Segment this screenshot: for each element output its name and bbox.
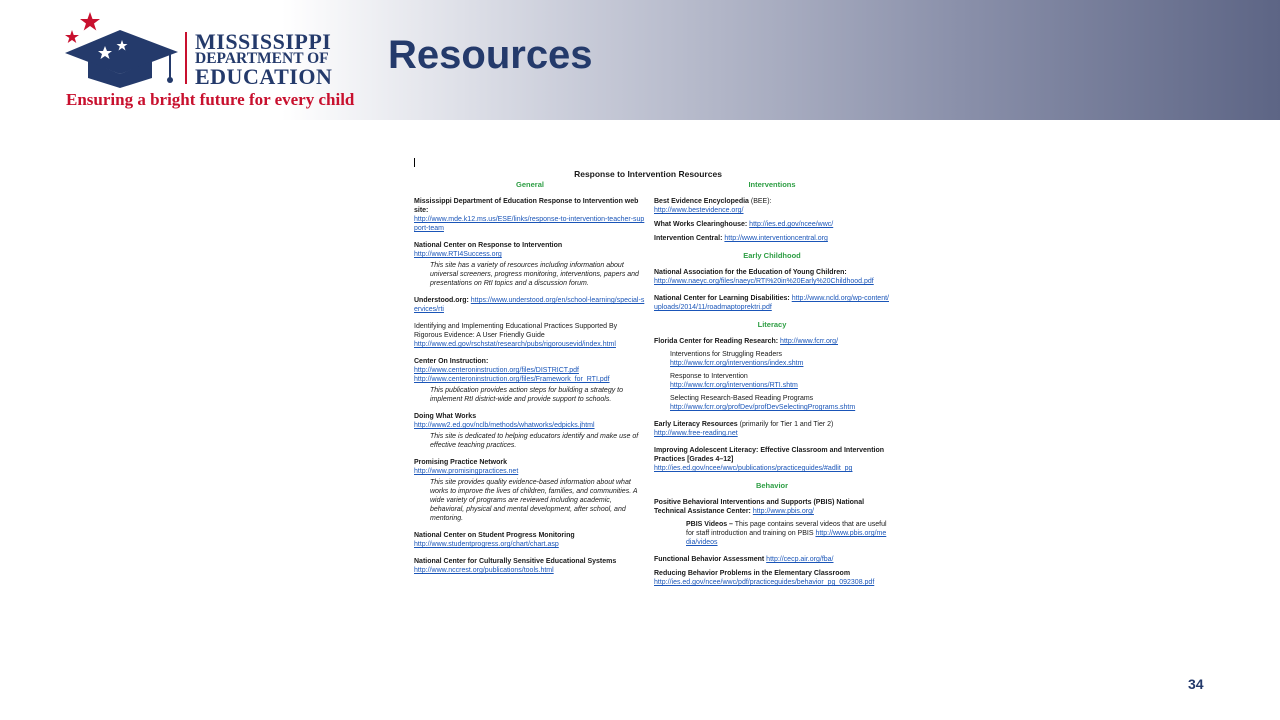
resource-abbr: (BEE): [750,198,772,205]
resource-entry [414,531,646,549]
resource-link[interactable]: http://www.mde.k12.ms.us/ESE/links/response-to-intervention-teacher-support-team [414,216,645,232]
resource-link[interactable]: http://www.fcrr.org/ [780,338,839,345]
resource-name: Identifying and Implementing Educational Practices Supported By Rigorous Evidence: A User Friendly Guide [414,323,618,339]
resource-entry [654,337,890,412]
right-column [654,180,890,595]
resource-name: Reducing Behavior Problems in the Elementary Classroom [654,570,851,577]
resource-entry [414,458,646,523]
resource-name: National Center for Learning Disabilities: [654,295,790,302]
resource-link[interactable]: http://www.pbis.org/media/videos [686,530,887,546]
resource-link[interactable]: http://ies.ed.gov/ncee/wwc/ [749,221,834,228]
sub-resource-label: Selecting Research-Based Reading Programs [670,395,814,402]
resource-link[interactable]: http://www.free-reading.net [654,430,738,437]
resource-description: This publication provides action steps for building a strategy to implement RtI district-wide and provide support to schools. [430,387,623,403]
resource-name: National Center on Student Progress Monitoring [414,532,575,539]
resource-name: Center On Instruction: [414,358,489,365]
resource-name: Promising Practice Network [414,459,507,466]
resource-name: What Works Clearinghouse: [654,221,748,228]
page-number: 34 [1188,676,1204,692]
sub-resource-link[interactable]: http://www.fcrr.org/interventions/RTI.shtm [670,382,798,389]
resource-link[interactable]: http://www.ncld.org/wp-content/uploads/2014/11/roadmaptoprektri.pdf [654,295,889,311]
resource-entry [414,357,646,404]
resource-entry [654,420,890,438]
section-heading-early-childhood: Early Childhood [743,251,801,260]
resource-name: Florida Center for Reading Research: [654,338,779,345]
resource-document [410,150,890,705]
resource-link[interactable]: http://www.naeyc.org/files/naeyc/RTI%20in%20Early%20Childhood.pdf [654,278,874,285]
mde-logo [60,8,360,116]
sub-resource-link[interactable]: http://www.fcrr.org/profDev/profDevSelectingPrograms.shtm [670,404,856,411]
resource-link[interactable]: http://www2.ed.gov/nclb/methods/whatworks/edpicks.jhtml [414,422,595,429]
resource-link[interactable]: http://www.interventioncentral.org [724,235,828,242]
section-heading-behavior: Behavior [755,481,789,490]
resource-name: Early Literacy Resources [654,421,738,428]
resource-link[interactable]: http://www.studentprogress.org/chart/chart.asp [414,541,559,548]
resource-entry [654,446,890,473]
left-column [414,180,646,583]
resource-entry [414,197,646,233]
resource-entry [654,498,890,547]
resource-link[interactable]: http://www.nccrest.org/publications/tools.html [414,567,554,574]
logo-text-line1: MISSISSIPPI [195,29,332,54]
resource-link-secondary[interactable]: http://www.centeroninstruction.org/files/Framework_for_RTI.pdf [414,376,610,383]
header-banner [0,0,1280,120]
logo-divider [185,32,187,84]
resource-link[interactable]: http://www.pbis.org/ [752,508,814,515]
text-cursor [414,158,415,167]
resource-entry [414,557,646,575]
resource-name: National Center for Culturally Sensitive Educational Systems [414,558,617,565]
document-title: Response to Intervention Resources [574,169,722,179]
resource-name: Best Evidence Encyclopedia [654,198,749,205]
resource-link[interactable]: http://cecp.air.org/fba/ [766,556,834,563]
resource-name: Intervention Central: [654,235,723,242]
resource-name: Understood.org: [414,297,469,304]
resource-name: Mississippi Department of Education Response to Intervention web site: [414,198,639,214]
resource-name: Doing What Works [414,413,477,420]
logo-text-line2: DEPARTMENT OF [195,50,329,67]
resource-link[interactable]: http://www.centeroninstruction.org/files/DISTRICT.pdf [414,367,579,374]
resource-entry [414,322,646,349]
resource-entry [414,412,646,450]
resource-description: This page contains several videos that are useful for staff introduction and training on PBIS [686,521,887,537]
resource-name: National Association for the Education of Young Children: [654,269,847,276]
resource-entry [654,294,890,312]
resource-entry [654,555,890,587]
resource-link[interactable]: http://ies.ed.gov/ncee/wwc/pdf/practiceguides/behavior_pg_092308.pdf [654,579,875,586]
section-heading-interventions: Interventions [748,180,796,189]
section-heading-general: General [516,180,544,189]
slide-title: Resources [388,33,593,77]
logo-tagline: Ensuring a bright future for every child [66,90,355,109]
logo-text-line3: EDUCATION [195,64,333,89]
resource-entry [654,197,890,243]
resource-entry [654,268,890,286]
resource-description: This site has a variety of resources including information about universal screeners, progress monitoring, interventions, papers and presentations on RtI topics and a discussion forum. [430,262,639,287]
resource-link[interactable]: http://ies.ed.gov/ncee/wwc/publications/practiceguides/#adlit_pg [654,465,853,472]
resource-name: National Center on Response to Intervention [414,242,563,249]
resource-link[interactable]: http://www.promisingpractices.net [414,468,519,475]
resource-name: Improving Adolescent Literacy: Effective Classroom and Intervention Practices [Grades 4–12] [654,447,885,463]
resource-link[interactable]: http://www.bestevidence.org/ [654,207,744,214]
resource-description: This site provides quality evidence-based information about what works to improve the lives of children, families, and communities. A wide variety of programs are reviewed including academic, behavioral, physical and mental development, after school, and mentoring. [430,479,638,522]
resource-name: Positive Behavioral Interventions and Supports (PBIS) National Technical Assistance Center: [654,499,865,515]
sub-resource-link[interactable]: http://www.fcrr.org/interventions/index.shtm [670,360,804,367]
resource-entry [414,241,646,288]
resource-note: (primarily for Tier 1 and Tier 2) [739,421,834,428]
resource-link[interactable]: http://www.RTI4Success.org [414,251,502,258]
sub-resource-label: Interventions for Struggling Readers [670,351,783,358]
resource-name: Functional Behavior Assessment [654,556,765,563]
section-heading-literacy: Literacy [757,320,787,329]
resource-entry [414,296,646,314]
resource-description: This site is dedicated to helping educators identify and make use of effective teaching practices. [430,433,639,449]
resource-link[interactable]: https://www.understood.org/en/school-learning/special-services/rti [414,297,645,313]
graduation-cap-icon [60,8,185,93]
sub-resource-label: Response to Intervention [670,373,748,380]
resource-name: PBIS Videos – [686,521,733,528]
resource-link[interactable]: http://www.ed.gov/rschstat/research/pubs/rigorousevid/index.html [414,341,616,348]
